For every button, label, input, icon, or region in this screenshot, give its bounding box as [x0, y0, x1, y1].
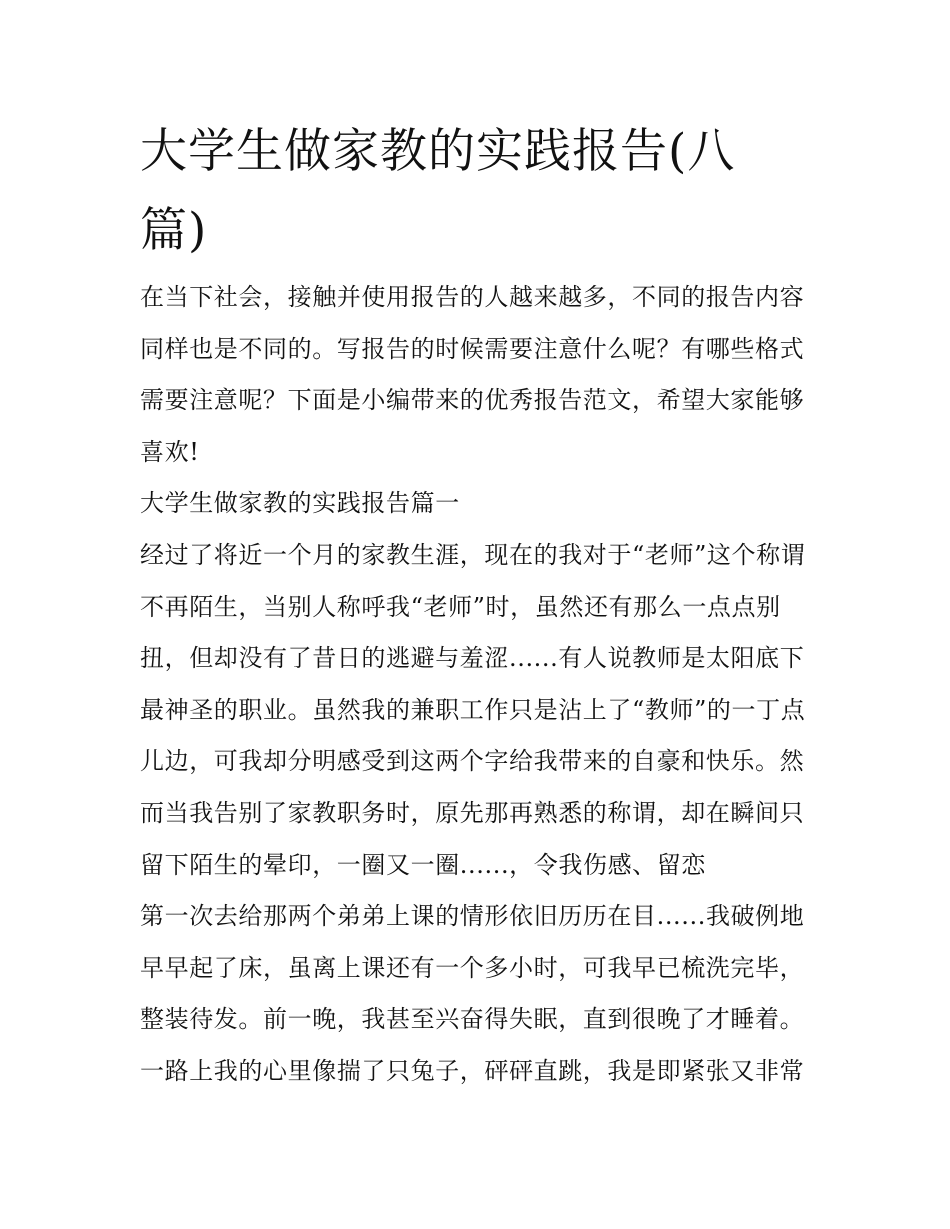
intro-line: 在当下社会，接触并使用报告的人越来越多，不同的报告内容 [140, 283, 805, 311]
intro-line: 喜欢! [140, 437, 200, 466]
paragraph-line: 经过了将近一个月的家教生涯，现在的我对于“老师”这个称谓 [140, 540, 806, 569]
paragraph-line: 最神圣的职业。虽然我的兼职工作只是沾上了“教师”的一丁点 [140, 695, 806, 724]
paragraph-line: 第一次去给那两个弟弟上课的情形依旧历历在目......我破例地 [140, 902, 805, 931]
section-heading: 大学生做家教的实践报告篇一 [140, 489, 460, 518]
title-line: 大学生做家教的实践报告(八 [140, 124, 736, 179]
paragraph-line: 留下陌生的晕印，一圈又一圈......，令我伤感、留恋 [140, 850, 706, 879]
paragraph-line: 一路上我的心里像揣了只兔子，砰砰直跳，我是即紧张又非常 [140, 1056, 805, 1085]
paragraph-line: 扭，但却没有了昔日的逃避与羞涩......有人说教师是太阳底下 [140, 644, 805, 673]
intro-line: 同样也是不同的。写报告的时候需要注意什么呢？有哪些格式 [140, 334, 805, 363]
paragraph-line: 早早起了床，虽离上课还有一个多小时，可我早已梳洗完毕， [140, 953, 805, 982]
document-title [140, 112, 830, 270]
title-line: 篇) [140, 203, 208, 258]
paragraph-line: 儿边，可我却分明感受到这两个字给我带来的自豪和快乐。然 [140, 747, 805, 776]
intro-line: 需要注意呢？下面是小编带来的优秀报告范文，希望大家能够 [140, 386, 805, 415]
paragraph-line: 整装待发。前一晚，我甚至兴奋得失眠，直到很晚了才睡着。 [140, 1005, 805, 1034]
paragraph-line: 而当我告别了家教职务时，原先那再熟悉的称谓，却在瞬间只 [140, 798, 805, 827]
document-body [140, 272, 830, 1098]
paragraph-line: 不再陌生，当别人称呼我“老师”时，虽然还有那么一点点别 [140, 592, 781, 621]
